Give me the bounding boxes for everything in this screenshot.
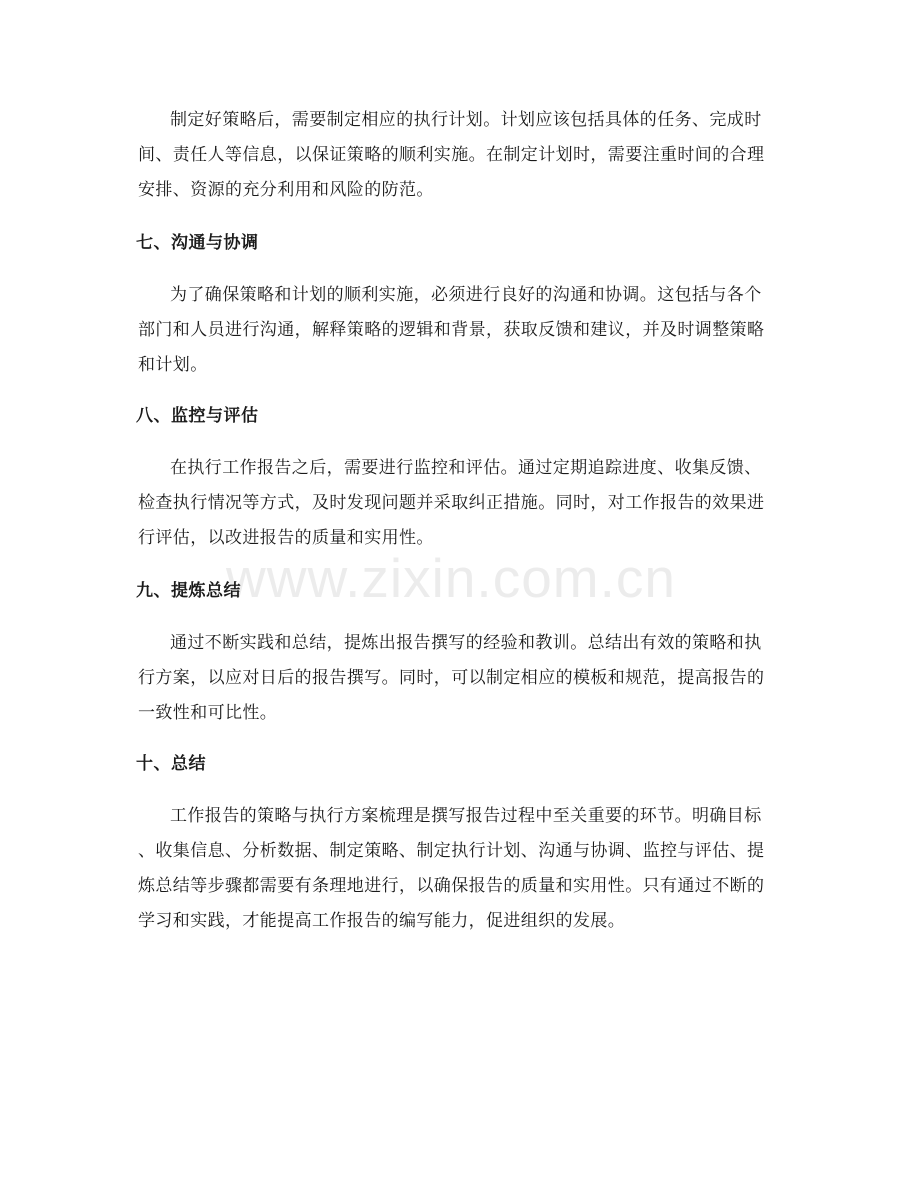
- paragraph-line: 检查执行情况等方式，及时发现问题并采取纠正措施。同时，对工作报告的效果进: [138, 493, 765, 513]
- paragraph-line: 通过不断实践和总结，提炼出报告撰写的经验和教训。总结出有效的策略和执: [170, 633, 762, 653]
- paragraph-line: 一致性和可比性。: [138, 703, 278, 723]
- paragraph-line: 制定好策略后，需要制定相应的执行计划。计划应该包括具体的任务、完成时: [170, 110, 762, 130]
- section-heading: 八、监控与评估: [136, 406, 259, 426]
- paragraph-line: 间、责任人等信息，以保证策略的顺利实施。在制定计划时，需要注重时间的合理: [138, 145, 765, 165]
- paragraph-line: 和计划。: [138, 355, 208, 375]
- section-heading: 七、沟通与协调: [136, 233, 259, 253]
- section-heading: 九、提炼总结: [136, 581, 241, 601]
- paragraph-line: 在执行工作报告之后，需要进行监控和评估。通过定期追踪进度、收集反馈、: [170, 458, 762, 478]
- paragraph-line: 为了确保策略和计划的顺利实施，必须进行良好的沟通和协调。这包括与各个: [170, 285, 762, 305]
- paragraph-line: 学习和实践，才能提高工作报告的编写能力，促进组织的发展。: [138, 911, 626, 931]
- paragraph-line: 行方案，以应对日后的报告撰写。同时，可以制定相应的模板和规范，提高报告的: [138, 668, 765, 688]
- watermark: www.zixin.com.cn: [226, 547, 676, 609]
- paragraph-line: 、收集信息、分析数据、制定策略、制定执行计划、沟通与协调、监控与评估、提: [138, 841, 765, 861]
- paragraph-line: 安排、资源的充分利用和风险的防范。: [138, 180, 434, 200]
- paragraph-line: 炼总结等步骤都需要有条理地进行，以确保报告的质量和实用性。只有通过不断的: [138, 876, 765, 896]
- paragraph-line: 行评估，以改进报告的质量和实用性。: [138, 528, 434, 548]
- section-heading: 十、总结: [136, 754, 206, 774]
- paragraph-line: 部门和人员进行沟通，解释策略的逻辑和背景，获取反馈和建议，并及时调整策略: [138, 320, 765, 340]
- paragraph-line: 工作报告的策略与执行方案梳理是撰写报告过程中至关重要的环节。明确目标: [170, 806, 762, 826]
